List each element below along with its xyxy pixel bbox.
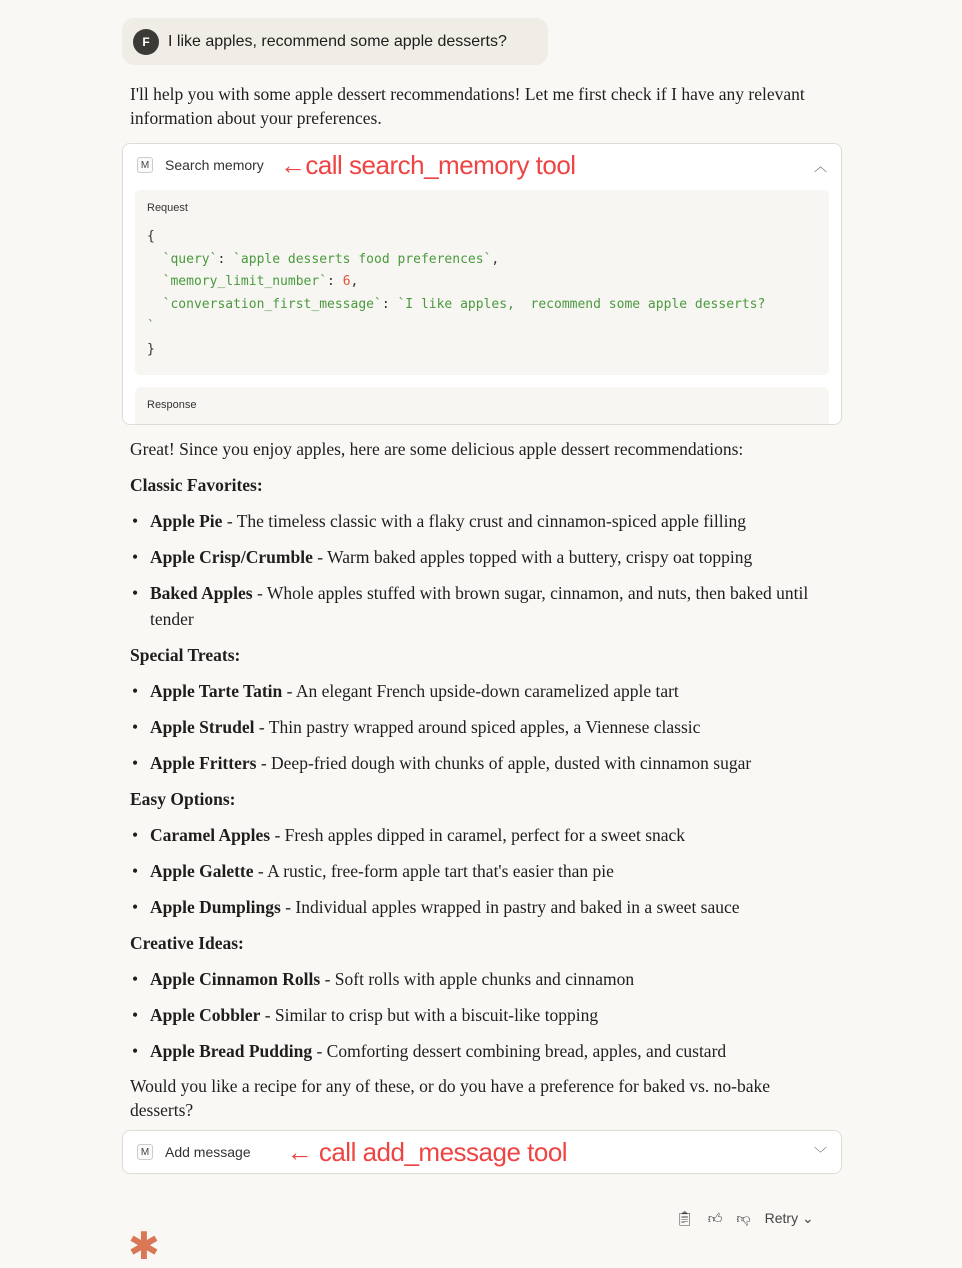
list-item: [130, 678, 830, 704]
item-description: - Whole apples stuffed with brown sugar, cinnamon, and nuts, then baked until tender: [150, 583, 809, 629]
item-name: Apple Tarte Tatin: [150, 681, 283, 701]
thumbs-down-icon[interactable]: 👎︎: [736, 1210, 751, 1226]
item-name: Caramel Apples: [150, 825, 271, 845]
item-description: - Similar to crisp but with a biscuit-like topping: [260, 1005, 599, 1025]
item-name: Apple Strudel: [150, 717, 255, 737]
item-name: Apple Pie: [150, 511, 223, 531]
item-name: Apple Fritters: [150, 753, 257, 773]
response-label: Response: [147, 399, 197, 411]
item-name: Apple Bread Pudding: [150, 1041, 313, 1061]
lead-text: Great! Since you enjoy apples, here are some delicious apple dessert recommendations:: [130, 439, 744, 459]
item-description: - Warm baked apples topped with a buttery, crispy oat topping: [312, 547, 753, 567]
memory-tool-icon: M: [137, 1144, 153, 1160]
memory-tool-icon: M: [137, 157, 153, 173]
item-name: Apple Cobbler: [150, 1005, 261, 1025]
annotation: ←call search_memory tool: [279, 149, 576, 180]
list-item: [130, 822, 830, 848]
list-item: [130, 544, 830, 570]
section-heading: Easy Options:: [130, 789, 236, 809]
request-code: { `query`: `apple desserts food preferences`, `memory_limit_number`: 6, `conversation_first_message`: `I like apples, recommend some apple desserts? ` }: [147, 229, 766, 357]
section-heading: Special Treats:: [130, 645, 241, 665]
copy-icon[interactable]: 📋︎: [676, 1210, 694, 1226]
item-name: Apple Crisp/Crumble: [150, 547, 313, 567]
item-description: - Thin pastry wrapped around spiced apples, a Viennese classic: [254, 717, 701, 737]
item-name: Apple Cinnamon Rolls: [150, 969, 321, 989]
list-item: [130, 894, 830, 920]
retry-button[interactable]: Retry ⌄: [764, 1210, 814, 1226]
item-description: - Soft rolls with apple chunks and cinnamon: [320, 969, 635, 989]
list-item: [130, 1038, 830, 1064]
item-description: - An elegant French upside-down caramelized apple tart: [282, 681, 679, 701]
closing-text: Would you like a recipe for any of these, or do you have a preference for baked vs. no-bake desserts?: [130, 1076, 770, 1120]
item-description: - The timeless classic with a flaky crust and cinnamon-spiced apple filling: [222, 511, 746, 531]
annotation: ← call add_message tool: [286, 1136, 568, 1167]
request-label: Request: [147, 202, 188, 214]
list-item: [130, 858, 830, 884]
item-description: - Comforting dessert combining bread, apples, and custard: [312, 1041, 727, 1061]
thumbs-up-icon[interactable]: 👍︎: [707, 1210, 723, 1226]
list-item: [130, 508, 830, 534]
section-heading: Classic Favorites:: [130, 475, 263, 495]
message-actions: [676, 1210, 814, 1227]
search-memory-tool-panel: [122, 143, 842, 425]
item-description: - Individual apples wrapped in pastry and baked in a sweet sauce: [280, 897, 740, 917]
add-message-header[interactable]: [123, 1131, 841, 1173]
request-box: [135, 190, 829, 375]
add-message-tool-panel: [122, 1130, 842, 1174]
search-memory-header[interactable]: [123, 144, 841, 186]
item-name: Baked Apples: [150, 583, 253, 603]
user-message: [122, 18, 548, 65]
response-box: [135, 387, 829, 425]
assistant-intro: I'll help you with some apple dessert recommendations! Let me first check if I have any relevant information about your preferences.: [130, 84, 805, 128]
user-message-text: I like apples, recommend some apple desserts?: [168, 32, 507, 50]
chevron-up-icon[interactable]: ︿: [813, 158, 827, 174]
tool-name: Add message: [165, 1144, 251, 1160]
item-description: - Fresh apples dipped in caramel, perfect for a sweet snack: [270, 825, 686, 845]
avatar: F: [133, 29, 159, 55]
assistant-response: [130, 436, 830, 1132]
list-item: [130, 966, 830, 992]
list-item: [130, 714, 830, 740]
tool-name: Search memory: [165, 157, 264, 173]
item-description: - Deep-fried dough with chunks of apple, dusted with cinnamon sugar: [256, 753, 752, 773]
chevron-down-icon[interactable]: ﹀: [813, 1145, 827, 1161]
list-item: [130, 580, 830, 632]
section-heading: Creative Ideas:: [130, 933, 244, 953]
item-name: Apple Dumplings: [150, 897, 281, 917]
list-item: [130, 750, 830, 776]
claude-logo-icon: ✱: [128, 1226, 160, 1268]
list-item: [130, 1002, 830, 1028]
item-name: Apple Galette: [150, 861, 254, 881]
item-description: - A rustic, free-form apple tart that's easier than pie: [253, 861, 614, 881]
